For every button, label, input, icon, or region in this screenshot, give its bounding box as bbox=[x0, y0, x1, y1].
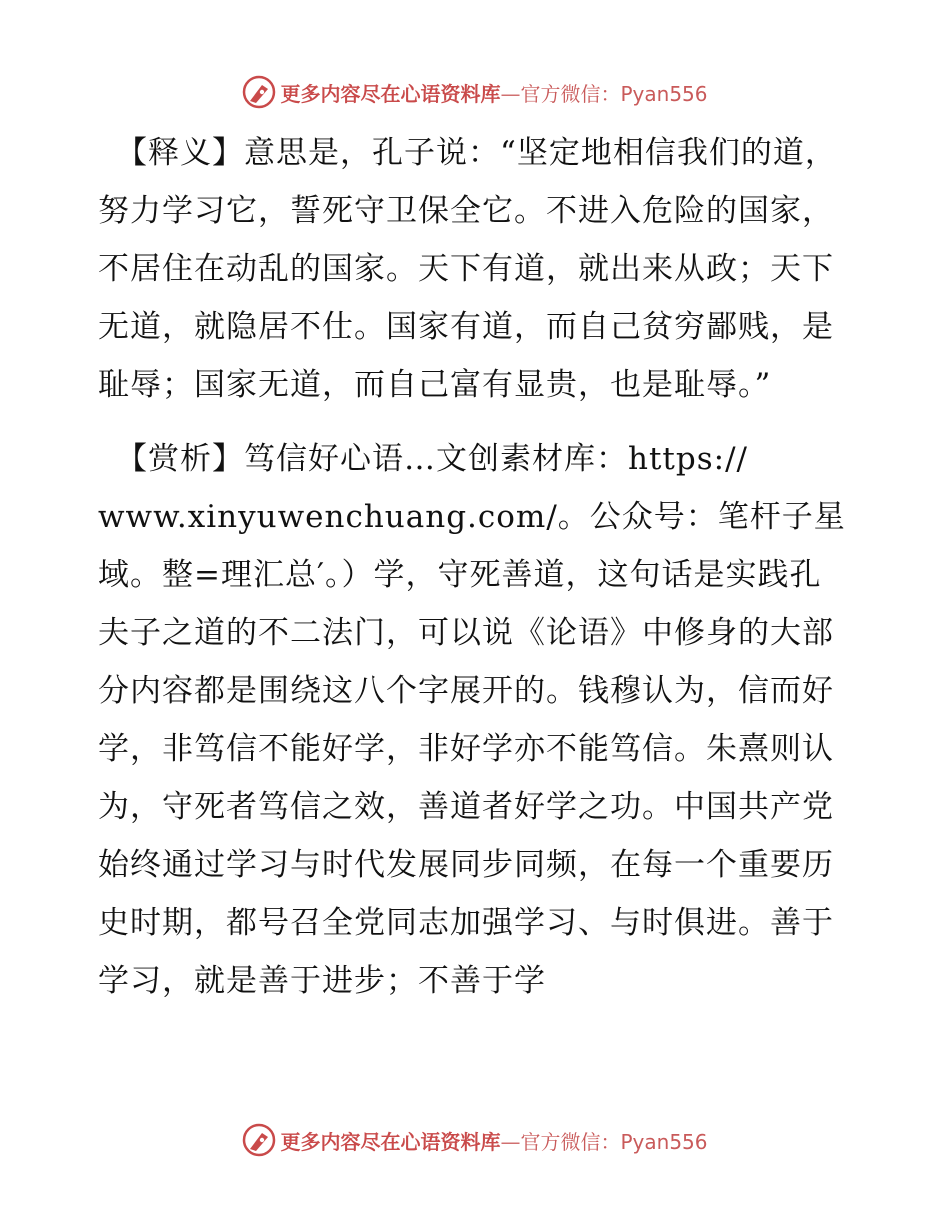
header-text bbox=[280, 78, 707, 107]
pen-nib-logo-icon bbox=[242, 1123, 276, 1157]
paragraph-2-rest: 域。整=理汇总′。）学，守死善道，这句话是实践孔夫子之道的不二法门，可以说《论语》中修身的大部分内容都是围绕这八个字展开的。钱穆认为，信而好学，非笃信不能好学，非好学亦不能笃信。朱熹则认为，守死者笃信之效，善道者好学之功。中国共产党始终通过学习与时代发展同步同频，在每一个重要历史时期，都号召全党同志加强学习、与时俱进。善于学习，就是善于进步；不善于学 bbox=[98, 557, 834, 999]
paragraph-2-line-2: www.xinyuwenchuang.com/。公众号：笔杆子星 bbox=[98, 499, 846, 535]
footer-separator: — bbox=[500, 1129, 521, 1154]
footer-wechat-label: 官方微信： bbox=[520, 1129, 621, 1154]
pen-nib-logo-icon bbox=[242, 75, 276, 109]
footer-wechat-id: Pyan556 bbox=[620, 1129, 708, 1154]
header-separator: — bbox=[500, 81, 521, 106]
paragraph-2-line-1: 【赏析】笃信好心语…文创素材库：https:// bbox=[116, 441, 748, 477]
header-wechat-id: Pyan556 bbox=[620, 81, 708, 106]
paragraph-appreciation bbox=[98, 430, 850, 1010]
footer-text bbox=[280, 1126, 707, 1155]
footer-banner bbox=[0, 1120, 950, 1160]
header-main-text: 更多内容尽在心语资料库 bbox=[280, 81, 501, 106]
footer-main-text: 更多内容尽在心语资料库 bbox=[280, 1129, 501, 1154]
paragraph-interpretation bbox=[98, 124, 850, 414]
paragraph-1-text: 【释义】意思是，孔子说：“坚定地相信我们的道，努力学习它，誓死守卫保全它。不进入危险的国家，不居住在动乱的国家。天下有道，就出来从政；天下无道，就隐居不仕。国家有道，而自己贫穷鄙贱，是耻辱；国家无道，而自己富有显贵，也是耻辱。” bbox=[98, 135, 837, 403]
document-body bbox=[98, 124, 850, 1010]
header-banner bbox=[0, 72, 950, 112]
header-wechat-label: 官方微信： bbox=[520, 81, 621, 106]
